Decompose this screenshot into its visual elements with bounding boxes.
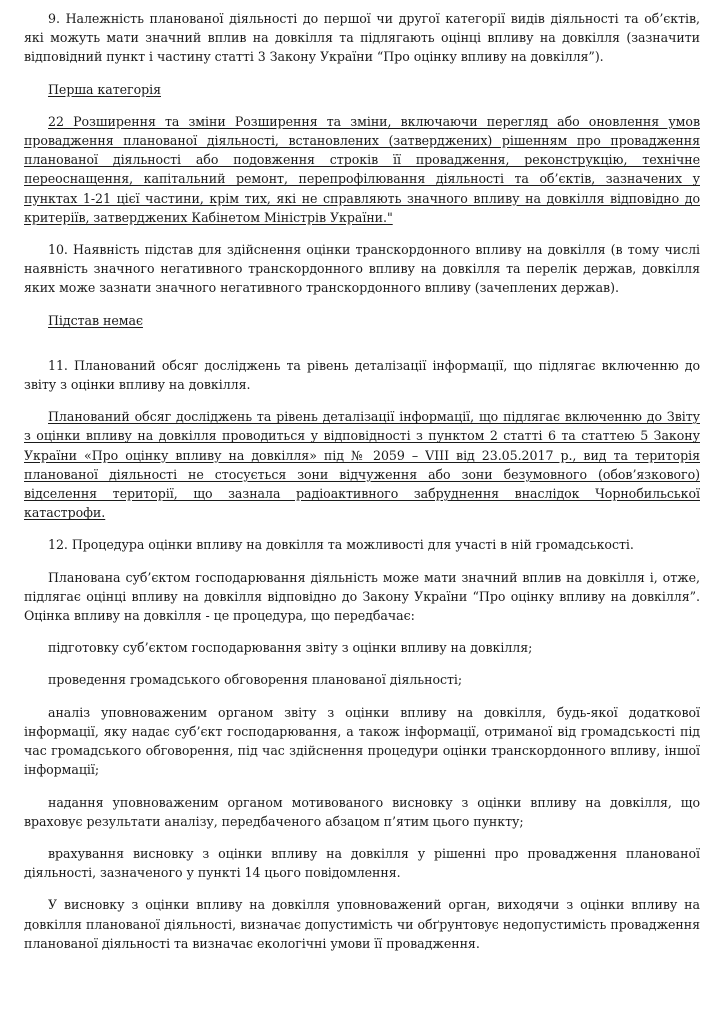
- section-12-item: підготовку суб’єктом господарювання звіту з оцінки впливу на довкілля;: [48, 640, 533, 656]
- section-12-intro: Планована суб’єктом господарювання діяльність може мати значний вплив на довкілля і, отже, підлягає оцінці впливу на довкілля відповідно до Закону України “Про оцінку впливу на довкілля”. Оцінка впливу на довкілля - це процедура, що передбачає:: [24, 569, 700, 624]
- section-12-question: 12. Процедура оцінки впливу на довкілля та можливості для участі в ній громадськості.: [48, 537, 634, 553]
- section-9-question: 9. Належність планованої діяльності до першої чи другої категорії видів діяльності та об’єктів, які можуть мати значний вплив на довкілля та підлягають оцінці впливу на довкілля (зазначити відповідний пункт і частину статті 3 Закону України “Про оцінку впливу на довкілля”).: [24, 11, 700, 65]
- section-12-item: надання уповноваженим органом мотивованого висновку з оцінки впливу на довкілля, що враховує результати аналізу, передбаченого абзацом п’ятим цього пункту;: [24, 794, 700, 829]
- document-body: [24, 9, 700, 953]
- section-12-conclusion: У висновку з оцінки впливу на довкілля уповноважений орган, виходячи з оцінки впливу на довкілля планованої діяльності, визначає допустимість чи обґрунтовує недопустимість провадження планованої діяльності та визначає екологічні умови її провадження.: [24, 897, 700, 951]
- section-11-question: 11. Планований обсяг досліджень та рівень деталізації інформації, що підлягає включенню до звіту з оцінки впливу на довкілля.: [24, 357, 700, 393]
- section-12-item: врахування висновку з оцінки впливу на довкілля у рішенні про провадження планованої діяльності, зазначеного у пункті 14 цього повідомлення.: [24, 845, 700, 881]
- section-9-answer: 22 Розширення та зміни Розширення та зміни, включаючи перегляд або оновлення умов провадження планованої діяльності, встановлених (затверджених) рішенням про провадження планованої діяльності або подовження строків її провадження, реконструкцію, технічне переоснащення, капітальний ремонт, перепрофілювання діяльності та об’єктів, зазначених у пунктах 1-21 цієї частини, крім тих, які не справляють значного впливу на довкілля відповідно до критеріїв, затверджених Кабінетом Міністрів України.": [24, 113, 700, 225]
- section-9-category: Перша категорія: [48, 81, 161, 97]
- section-10-question: 10. Наявність підстав для здійснення оцінки транскордонного впливу на довкілля (в тому числі наявність значного негативного транскордонного впливу на довкілля та перелік держав, довкілля яких може зазнати значного негативного транскордонного впливу (зачеплених держав).: [24, 242, 700, 296]
- section-10-answer: Підстав немає: [48, 312, 143, 328]
- section-12-item: аналіз уповноваженим органом звіту з оцінки впливу на довкілля, будь-якої додаткової інформації, яку надає суб’єкт господарювання, а також інформації, отриманої від громадськості під час громадського обговорення, під час здійснення процедури оцінки транскордонного впливу, іншої інформації;: [24, 704, 700, 778]
- section-11-answer: Планований обсяг досліджень та рівень деталізації інформації, що підлягає включенню до Звіту з оцінки впливу на довкілля проводиться у відповідності з пунктом 2 статті 6 та статтею 5 Закону України «Про оцінку впливу на довкілля» під № 2059 – VIII від 23.05.2017 р., вид та територія планованої діяльності не стосується зони відчуження або зони безумовного (обов’язкового) відселення території, що зазнала радіоактивного забруднення внаслідок Чорнобильської катастрофи.: [24, 409, 700, 521]
- section-12-item: проведення громадського обговорення планованої діяльності;: [48, 672, 463, 688]
